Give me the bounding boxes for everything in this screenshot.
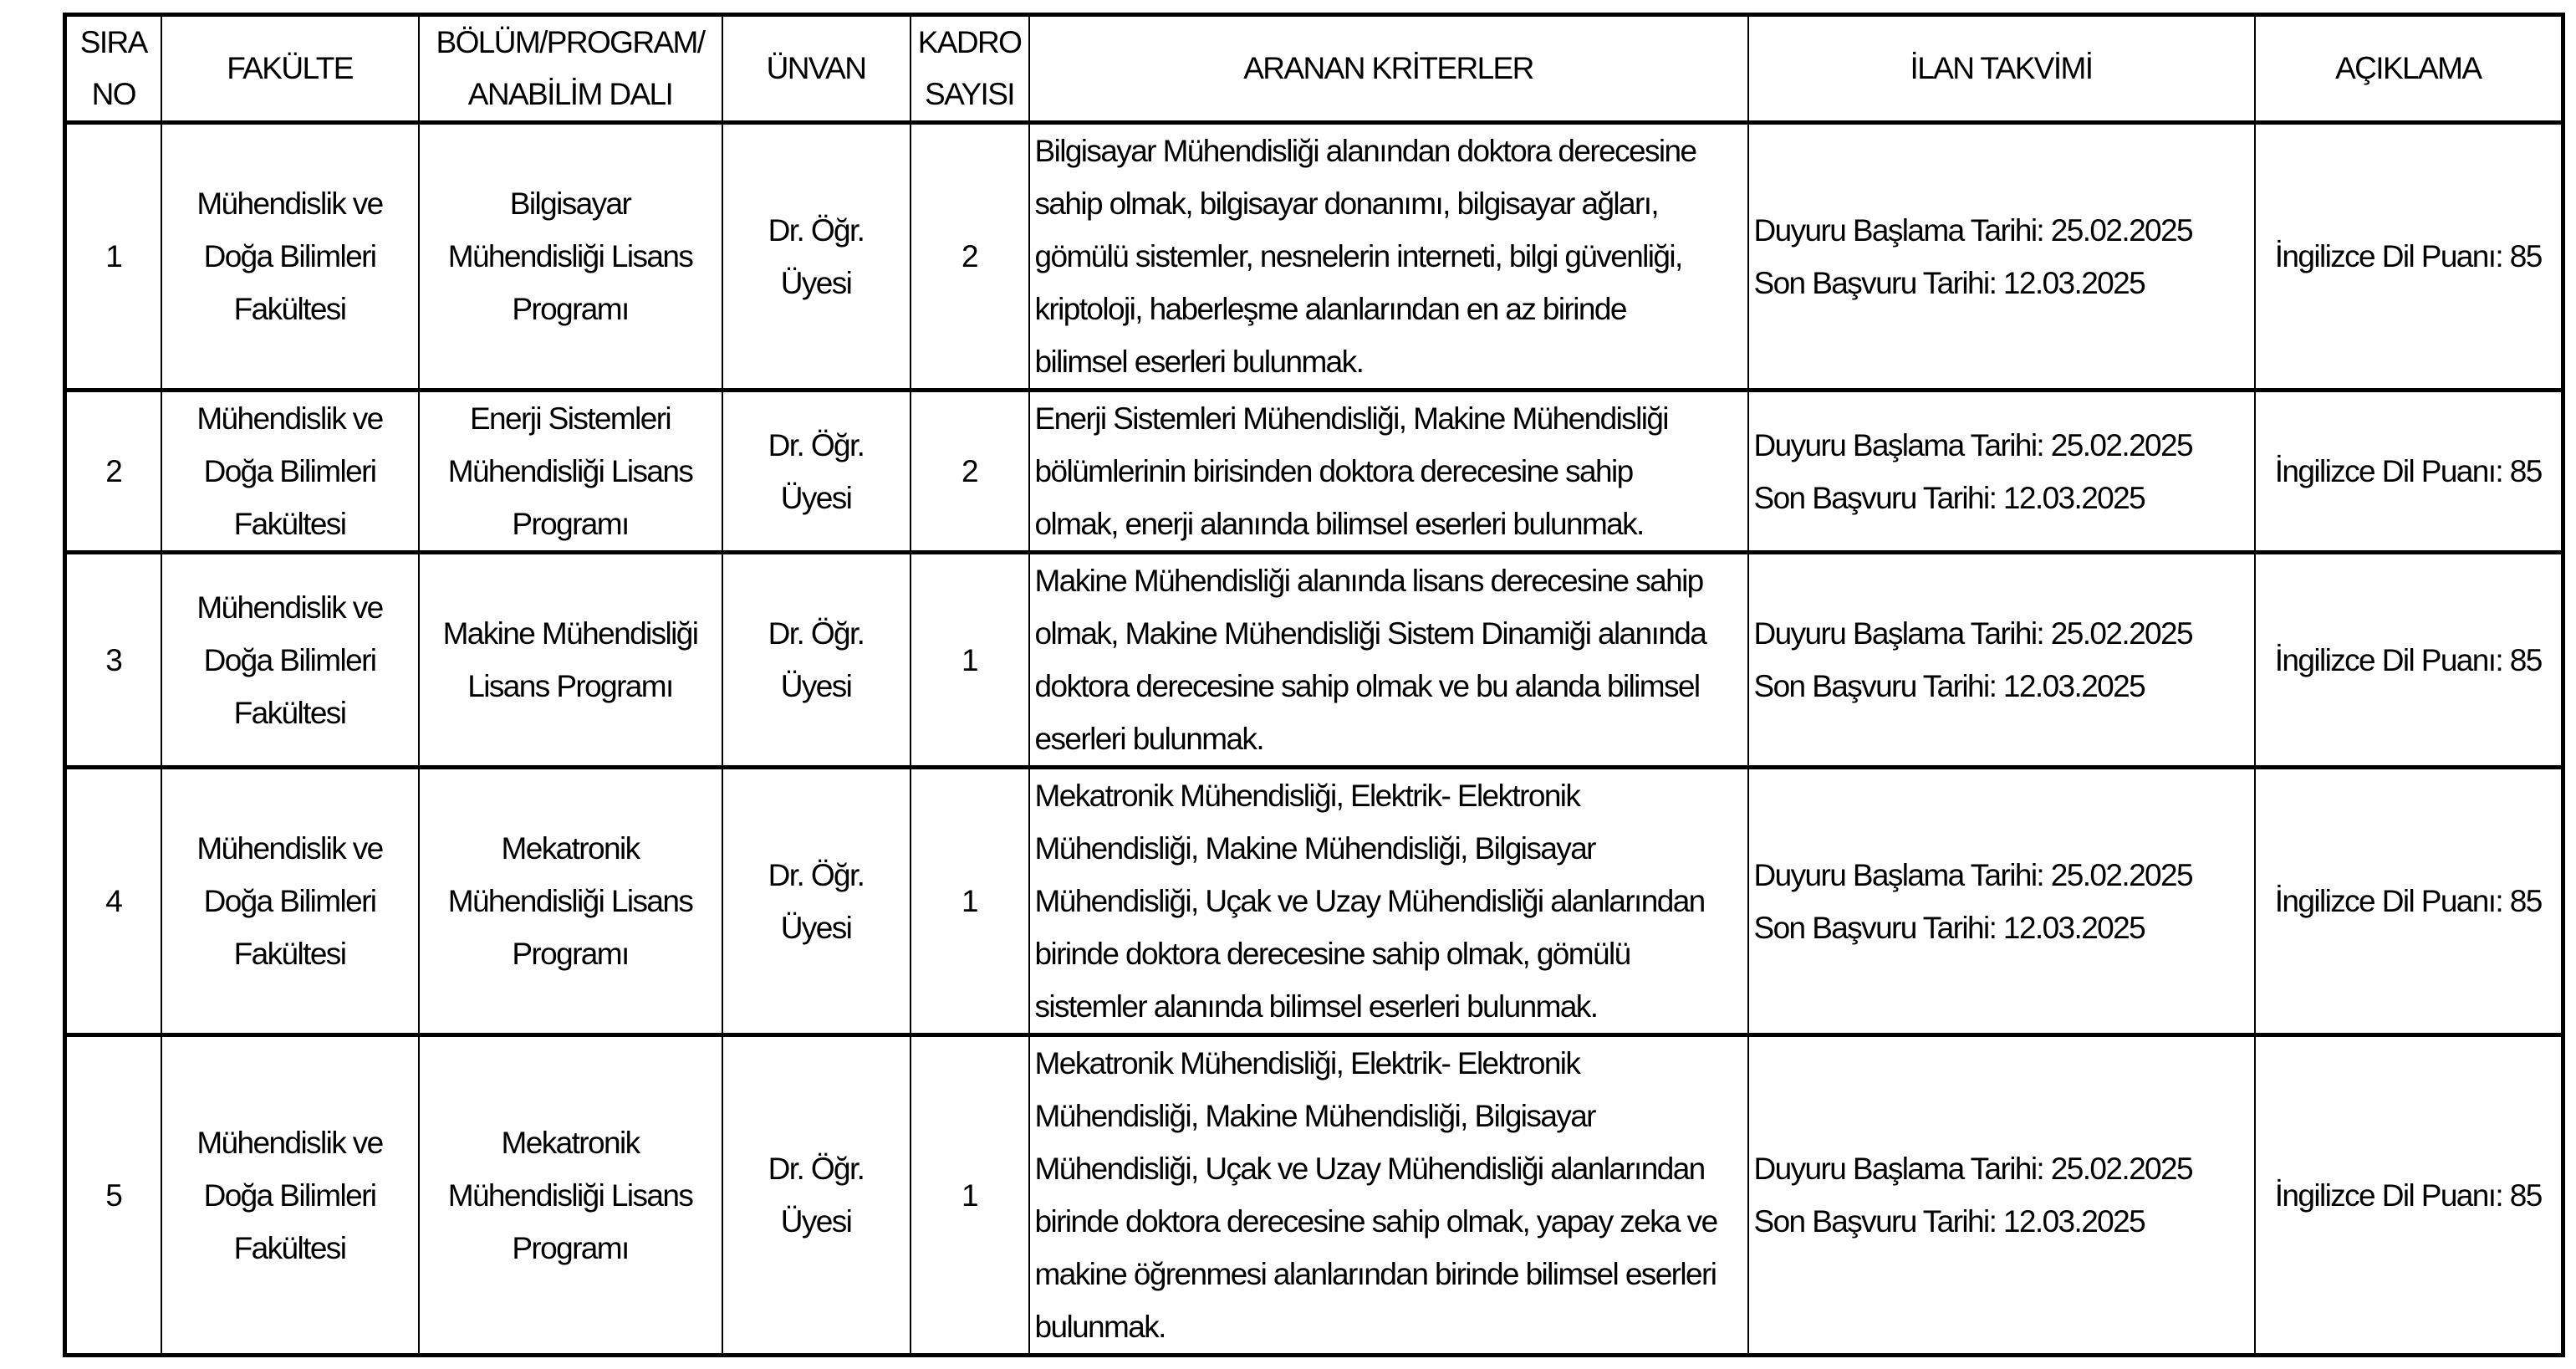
text-line: Bilgisayar [509,186,631,221]
cell-aranan-kriterler [1029,768,1748,1035]
header-aranan-kriterler [1029,15,1748,123]
text-line: bölümlerinin birisinden doktora derecesine sahip [1034,454,1633,488]
text-line: Mühendislik ve [196,590,383,625]
cell-aranan-kriterler [1029,123,1748,391]
text-line: ARANAN KRİTERLER [1243,51,1533,85]
cell-aciklama: İngilizce Dil Puanı: 85 [2255,391,2563,553]
cell-fakulte [161,391,419,553]
text-line: Son Başvuru Tarihi: 12.03.2025 [1753,1204,2145,1239]
header-aciklama [2255,15,2563,123]
header-ilan-takvimi [1748,15,2255,123]
header-bolum [419,15,722,123]
text-line: Mühendislik ve [196,1125,383,1160]
text-line: sistemler alanında bilimsel eserleri bulunmak. [1034,989,1598,1024]
text-line: Mekatronik [501,831,640,866]
header-kadro-sayisi [911,15,1029,123]
text-line: birinde doktora derecesine sahip olmak, gömülü [1034,937,1630,971]
text-line: Duyuru Başlama Tarihi: 25.02.2025 [1753,616,2192,651]
text-line: bilimsel eserleri bulunmak. [1034,345,1364,379]
cell-ilan-takvimi [1748,1035,2255,1356]
text-line: Dr. Öğr. [768,616,865,651]
text-line: gömülü sistemler, nesnelerin interneti, bilgi güvenliği, [1034,239,1682,273]
cell-aciklama: İngilizce Dil Puanı: 85 [2255,553,2563,768]
text-line: Mekatronik [501,1125,640,1160]
cell-aciklama: İngilizce Dil Puanı: 85 [2255,1035,2563,1356]
text-line: Son Başvuru Tarihi: 12.03.2025 [1753,910,2145,945]
text-line: Makine Mühendisliği alanında lisans derecesine sahip [1034,564,1703,598]
cell-fakulte [161,1035,419,1356]
text-line: ANABİLİM DALI [467,77,673,111]
text-line: Doğa Bilimleri [203,454,376,488]
text-line: Programı [512,507,629,541]
cell-unvan [722,123,911,391]
text-line: FAKÜLTE [227,51,353,85]
cell-sira-no: 1 [65,123,161,391]
text-line: BÖLÜM/PROGRAM/ [436,25,705,59]
text-line: Mühendisliği, Makine Mühendisliği, Bilgisayar [1034,1099,1595,1133]
text-line: Duyuru Başlama Tarihi: 25.02.2025 [1753,212,2192,248]
text-line: Üyesi [780,480,852,515]
header-unvan [722,15,911,123]
text-line: Doğa Bilimleri [203,884,376,918]
text-line: Üyesi [780,669,852,703]
cell-fakulte [161,553,419,768]
cell-bolum [419,1035,722,1356]
text-line: Doğa Bilimleri [203,239,376,273]
cell-kadro-sayisi: 1 [911,1035,1029,1356]
text-line: sahip olmak, bilgisayar donanımı, bilgisayar ağları, [1034,186,1659,221]
text-line: Programı [512,1230,629,1265]
cell-sira-no: 5 [65,1035,161,1356]
text-line: Fakültesi [233,1230,346,1265]
cell-bolum [419,768,722,1035]
text-line: SIRA [79,25,147,59]
table-row [65,1035,2563,1356]
text-line: Mühendisliği, Uçak ve Uzay Mühendisliği alanlarından [1034,884,1705,918]
text-line: Enerji Sistemleri Mühendisliği, Makine Mühendisliği [1034,401,1668,436]
cell-bolum [419,391,722,553]
text-line: Fakültesi [233,507,346,541]
text-line: Üyesi [780,910,852,945]
text-line: ÜNVAN [766,51,866,85]
text-line: kriptoloji, haberleşme alanlarından en az birinde [1034,292,1626,326]
cell-kadro-sayisi: 2 [911,123,1029,391]
cell-aranan-kriterler [1029,553,1748,768]
cell-aciklama: İngilizce Dil Puanı: 85 [2255,123,2563,391]
cell-aciklama: İngilizce Dil Puanı: 85 [2255,768,2563,1035]
text-line: Bilgisayar Mühendisliği alanından doktora derecesine [1034,134,1696,168]
cell-sira-no: 2 [65,391,161,553]
text-line: Dr. Öğr. [768,212,865,248]
cell-bolum [419,553,722,768]
cell-unvan [722,391,911,553]
cell-ilan-takvimi [1748,553,2255,768]
cell-unvan [722,768,911,1035]
text-line: Son Başvuru Tarihi: 12.03.2025 [1753,265,2145,300]
text-line: Üyesi [780,1204,852,1239]
text-line: doktora derecesine sahip olmak ve bu alanda bilimsel [1034,669,1700,703]
text-line: Mühendislik ve [196,186,383,221]
text-line: Fakültesi [233,292,346,326]
text-line: Dr. Öğr. [768,427,865,462]
text-line: eserleri bulunmak. [1034,722,1264,756]
cell-fakulte [161,768,419,1035]
cell-aranan-kriterler [1029,391,1748,553]
cell-kadro-sayisi: 2 [911,391,1029,553]
cell-kadro-sayisi: 1 [911,768,1029,1035]
cell-unvan [722,1035,911,1356]
table-row [65,768,2563,1035]
text-line: NO [91,77,135,111]
text-line: Mühendisliği Lisans [447,1177,693,1213]
text-line: Son Başvuru Tarihi: 12.03.2025 [1753,480,2145,515]
text-line: Mühendisliği Lisans [447,239,693,273]
text-line: KADRO [917,25,1022,59]
text-line: Duyuru Başlama Tarihi: 25.02.2025 [1753,1152,2192,1186]
text-line: Enerji Sistemleri [469,401,671,436]
text-line: Mekatronik Mühendisliği, Elektrik- Elektronik [1034,1046,1580,1080]
text-line: Mühendisliği Lisans [447,884,693,918]
text-line: Mekatronik Mühendisliği, Elektrik- Elektronik [1034,779,1580,813]
cell-unvan [722,553,911,768]
text-line: Lisans Programı [467,669,673,703]
table-row [65,123,2563,391]
cell-ilan-takvimi [1748,391,2255,553]
cell-sira-no: 4 [65,768,161,1035]
text-line: AÇIKLAMA [2335,51,2482,85]
cell-bolum [419,123,722,391]
text-line: Doğa Bilimleri [203,642,376,677]
table-row [65,553,2563,768]
text-line: Doğa Bilimleri [203,1177,376,1213]
text-line: birinde doktora derecesine sahip olmak, yapay zeka ve [1034,1204,1717,1239]
cell-fakulte [161,123,419,391]
cell-aranan-kriterler [1029,1035,1748,1356]
header-sira-no [65,15,161,123]
text-line: Fakültesi [233,937,346,971]
text-line: Duyuru Başlama Tarihi: 25.02.2025 [1753,427,2192,462]
header-fakulte [161,15,419,123]
table-row [65,391,2563,553]
text-line: Programı [512,292,629,326]
cell-sira-no: 3 [65,553,161,768]
text-line: Dr. Öğr. [768,857,865,892]
text-line: Mühendislik ve [196,831,383,866]
job-postings-table [63,13,2565,1357]
text-line: olmak, Makine Mühendisliği Sistem Dinamiği alanında [1034,616,1706,651]
cell-kadro-sayisi: 1 [911,553,1029,768]
cell-ilan-takvimi [1748,768,2255,1035]
text-line: Üyesi [780,265,852,300]
text-line: Makine Mühendisliği [442,616,698,651]
text-line: Dr. Öğr. [768,1152,865,1186]
text-line: Mühendisliği Lisans [447,454,693,488]
text-line: Duyuru Başlama Tarihi: 25.02.2025 [1753,857,2192,892]
text-line: Mühendisliği, Uçak ve Uzay Mühendisliği alanlarından [1034,1152,1705,1186]
text-line: makine öğrenmesi alanlarından birinde bilimsel eserleri [1034,1257,1716,1291]
text-line: İLAN TAKVİMİ [1910,51,2093,85]
header-row [65,15,2563,123]
text-line: Mühendisliği, Makine Mühendisliği, Bilgisayar [1034,831,1595,866]
text-line: Programı [512,937,629,971]
text-line: SAYISI [925,77,1014,111]
text-line: bulunmak. [1034,1310,1166,1344]
text-line: Mühendislik ve [196,401,383,436]
text-line: olmak, enerji alanında bilimsel eserleri bulunmak. [1034,507,1644,541]
text-line: Fakültesi [233,695,346,730]
text-line: Son Başvuru Tarihi: 12.03.2025 [1753,669,2145,703]
cell-ilan-takvimi [1748,123,2255,391]
